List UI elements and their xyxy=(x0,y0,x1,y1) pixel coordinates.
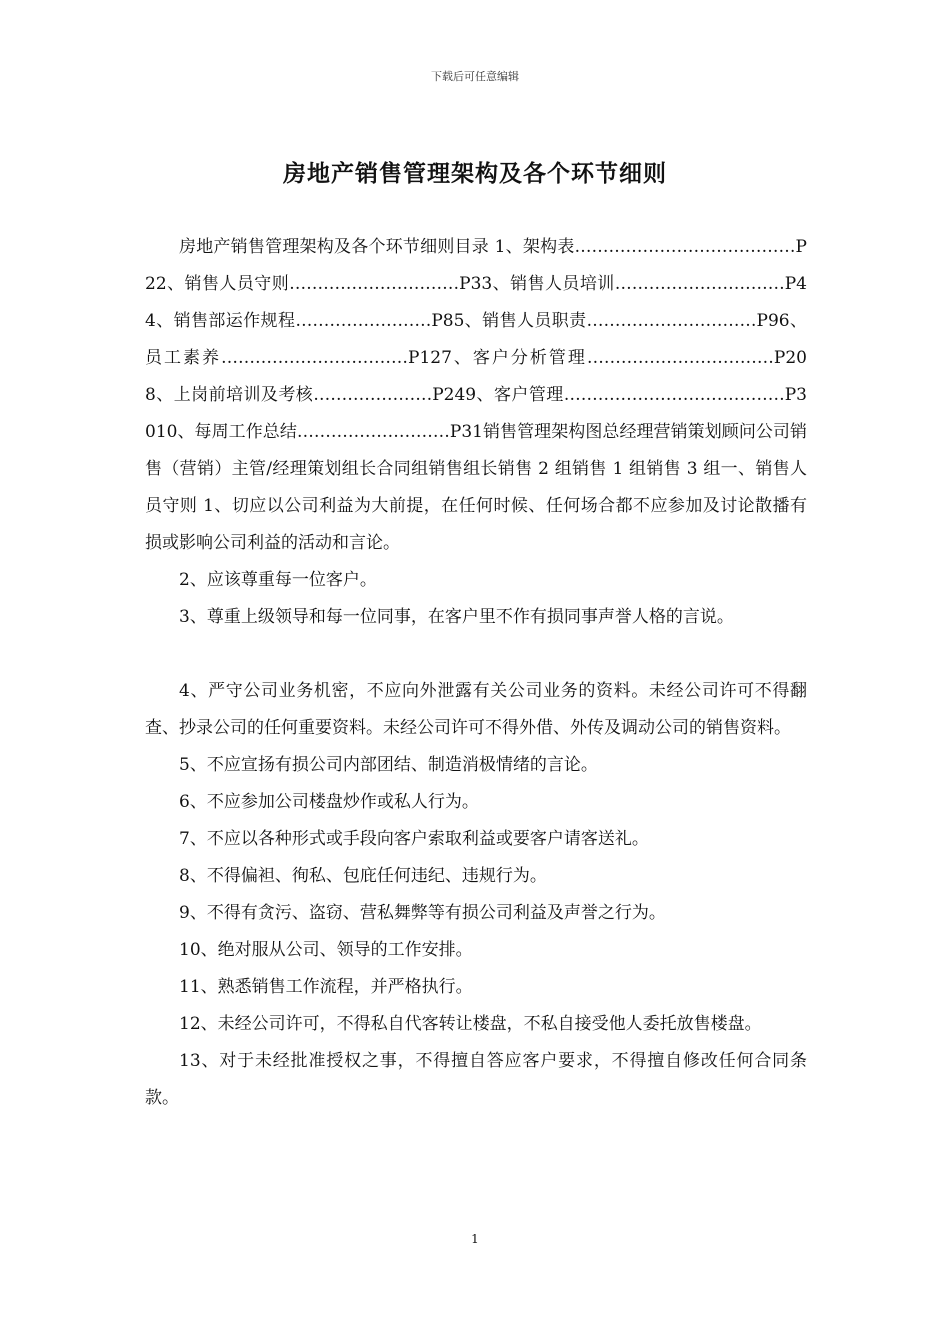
paragraph-rule-6: 6、不应参加公司楼盘炒作或私人行为。 xyxy=(179,792,479,812)
paragraph-rule-11: 11、熟悉销售工作流程，并严格执行。 xyxy=(179,977,473,997)
paragraph-rule-7: 7、不应以各种形式或手段向客户索取利益或要客户请客送礼。 xyxy=(179,829,649,849)
page-number: 1 xyxy=(471,1232,479,1246)
paragraph-rule-13: 13、对于未经批准授权之事，不得擅自答应客户要求，不得擅自修改任何合同条款。 xyxy=(145,1051,807,1108)
paragraph-rule-9: 9、不得有贪污、盗窃、营私舞弊等有损公司利益及声誉之行为。 xyxy=(179,903,666,923)
paragraph-rule-4: 4、严守公司业务机密，不应向外泄露有关公司业务的资料。未经公司许可不得翻查、抄录公司的任何重要资料。未经公司许可不得外借、外传及调动公司的销售资料。 xyxy=(145,681,807,738)
paragraph-rule-10: 10、绝对服从公司、领导的工作安排。 xyxy=(179,940,473,960)
paragraph-gap xyxy=(145,636,807,673)
paragraph-rule-5: 5、不应宣扬有损公司内部团结、制造消极情绪的言论。 xyxy=(179,755,598,775)
paragraph-rule-8: 8、不得偏袒、徇私、包庇任何违纪、违规行为。 xyxy=(179,866,547,886)
page-header-note: 下载后可任意编辑 xyxy=(431,70,519,83)
paragraph-rule-12: 12、未经公司许可，不得私自代客转让楼盘，不私自接受他人委托放售楼盘。 xyxy=(179,1014,762,1034)
paragraph-rule-2: 2、应该尊重每一位客户。 xyxy=(179,570,377,590)
document-title: 房地产销售管理架构及各个环节细则 xyxy=(283,160,667,187)
document-body xyxy=(145,229,807,1117)
paragraph-rule-3: 3、尊重上级领导和每一位同事，在客户里不作有损同事声誉人格的言说。 xyxy=(179,607,734,627)
paragraph-contents-and-rule-1: 房地产销售管理架构及各个环节细则目录 1、架构表…………………………………P22、销售人员守则…………………………P33、销售人员培训…………………………P44、销售部运作规程……………………P85、销售人员职责…………………………P96、员工素养……………………………P127、客户分析管理……………………………P208、上岗前培训及考核…………………P249、客户管理…………………………………P3010、每周工作总结………………………P31销售管理架构图总经理营销策划顾问公司销售（营销）主管/经理策划组长合同组销售组长销售 2 组销售 1 组销售 3 组一、销售人员守则 1、切应以公司利益为大前提，在任何时候、任何场合都不应参加及讨论散播有损或影响公司利益的活动和言论。 xyxy=(145,237,807,553)
